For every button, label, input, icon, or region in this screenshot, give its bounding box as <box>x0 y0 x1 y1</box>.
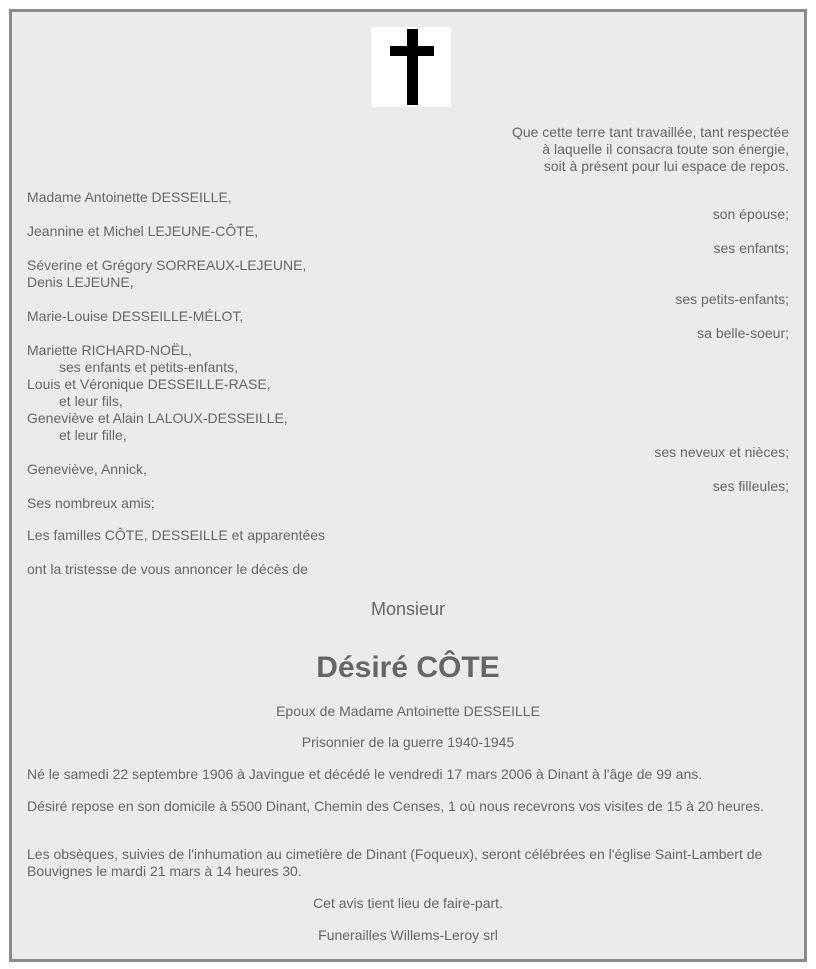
wife-relation: son épouse; <box>712 206 789 222</box>
children-names: Jeannine et Michel LEJEUNE-CÔTE, <box>27 223 259 239</box>
funeral-text: Les obsèques, suivies de l'inhumation au cimetière de Dinant (Foqueux), seront célébrées en l'église Saint-Lambert de Bouvignes le mardi 21 mars à 14 heures 30. <box>27 846 763 879</box>
nephew-3: Geneviève et Alain LALOUX-DESSEILLE, <box>27 410 288 426</box>
sister-in-law-relation: sa belle-soeur; <box>697 325 789 341</box>
deceased-title: Monsieur <box>370 599 446 619</box>
announce-line: ont la tristesse de vous annoncer le décès de <box>27 561 308 577</box>
families-line: Les familles CÔTE, DESSEILLE et apparentées <box>27 527 326 543</box>
grandchild-2: Denis LEJEUNE, <box>27 274 134 290</box>
nephew-2-sub: et leur fils, <box>59 393 123 409</box>
godchildren-relation: ses filleules; <box>712 478 789 494</box>
spouse-line: Epoux de Madame Antoinette DESSEILLE <box>276 703 540 719</box>
godchildren-names: Geneviève, Annick, <box>27 461 147 477</box>
nephew-3-sub: et leur fille, <box>59 427 127 443</box>
nephews-relation: ses neveux et nièces; <box>654 444 789 460</box>
nephew-1-sub: ses enfants et petits-enfants, <box>59 359 238 375</box>
war-line: Prisonnier de la guerre 1940-1945 <box>301 734 515 750</box>
quote-line-1: Que cette terre tant travaillée, tant respectée <box>511 124 789 140</box>
friends-line: Ses nombreux amis; <box>27 495 155 511</box>
grandchild-1: Séverine et Grégory SORREAUX-LEJEUNE, <box>27 257 307 273</box>
resting-place-text: Désiré repose en son domicile à 5500 Dinant, Chemin des Censes, 1 où nous recevrons vos visites de 15 à 20 heures. <box>27 798 764 814</box>
notice-line: Cet avis tient lieu de faire-part. <box>313 895 503 911</box>
quote-line-2: à laquelle il consacra toute son énergie, <box>542 141 789 157</box>
deceased-name: Désiré CÔTE <box>316 651 500 684</box>
cross-icon <box>371 27 451 107</box>
sister-in-law-name: Marie-Louise DESSEILLE-MÉLOT, <box>27 308 244 324</box>
undertaker-line: Funerailles Willems-Leroy srl <box>318 927 498 943</box>
children-relation: ses enfants; <box>713 240 789 256</box>
birth-death-line: Né le samedi 22 septembre 1906 à Javingue et décédé le vendredi 17 mars 2006 à Dinant à l'âge de 99 ans. <box>27 766 703 782</box>
obituary-notice <box>9 9 807 962</box>
wife-name: Madame Antoinette DESSEILLE, <box>27 189 232 205</box>
quote-line-3: soit à présent pour lui espace de repos. <box>543 158 789 174</box>
nephew-1: Mariette RICHARD-NOËL, <box>27 342 192 358</box>
grandchildren-relation: ses petits-enfants; <box>675 291 789 307</box>
nephew-2: Louis et Véronique DESSEILLE-RASE, <box>27 376 271 392</box>
